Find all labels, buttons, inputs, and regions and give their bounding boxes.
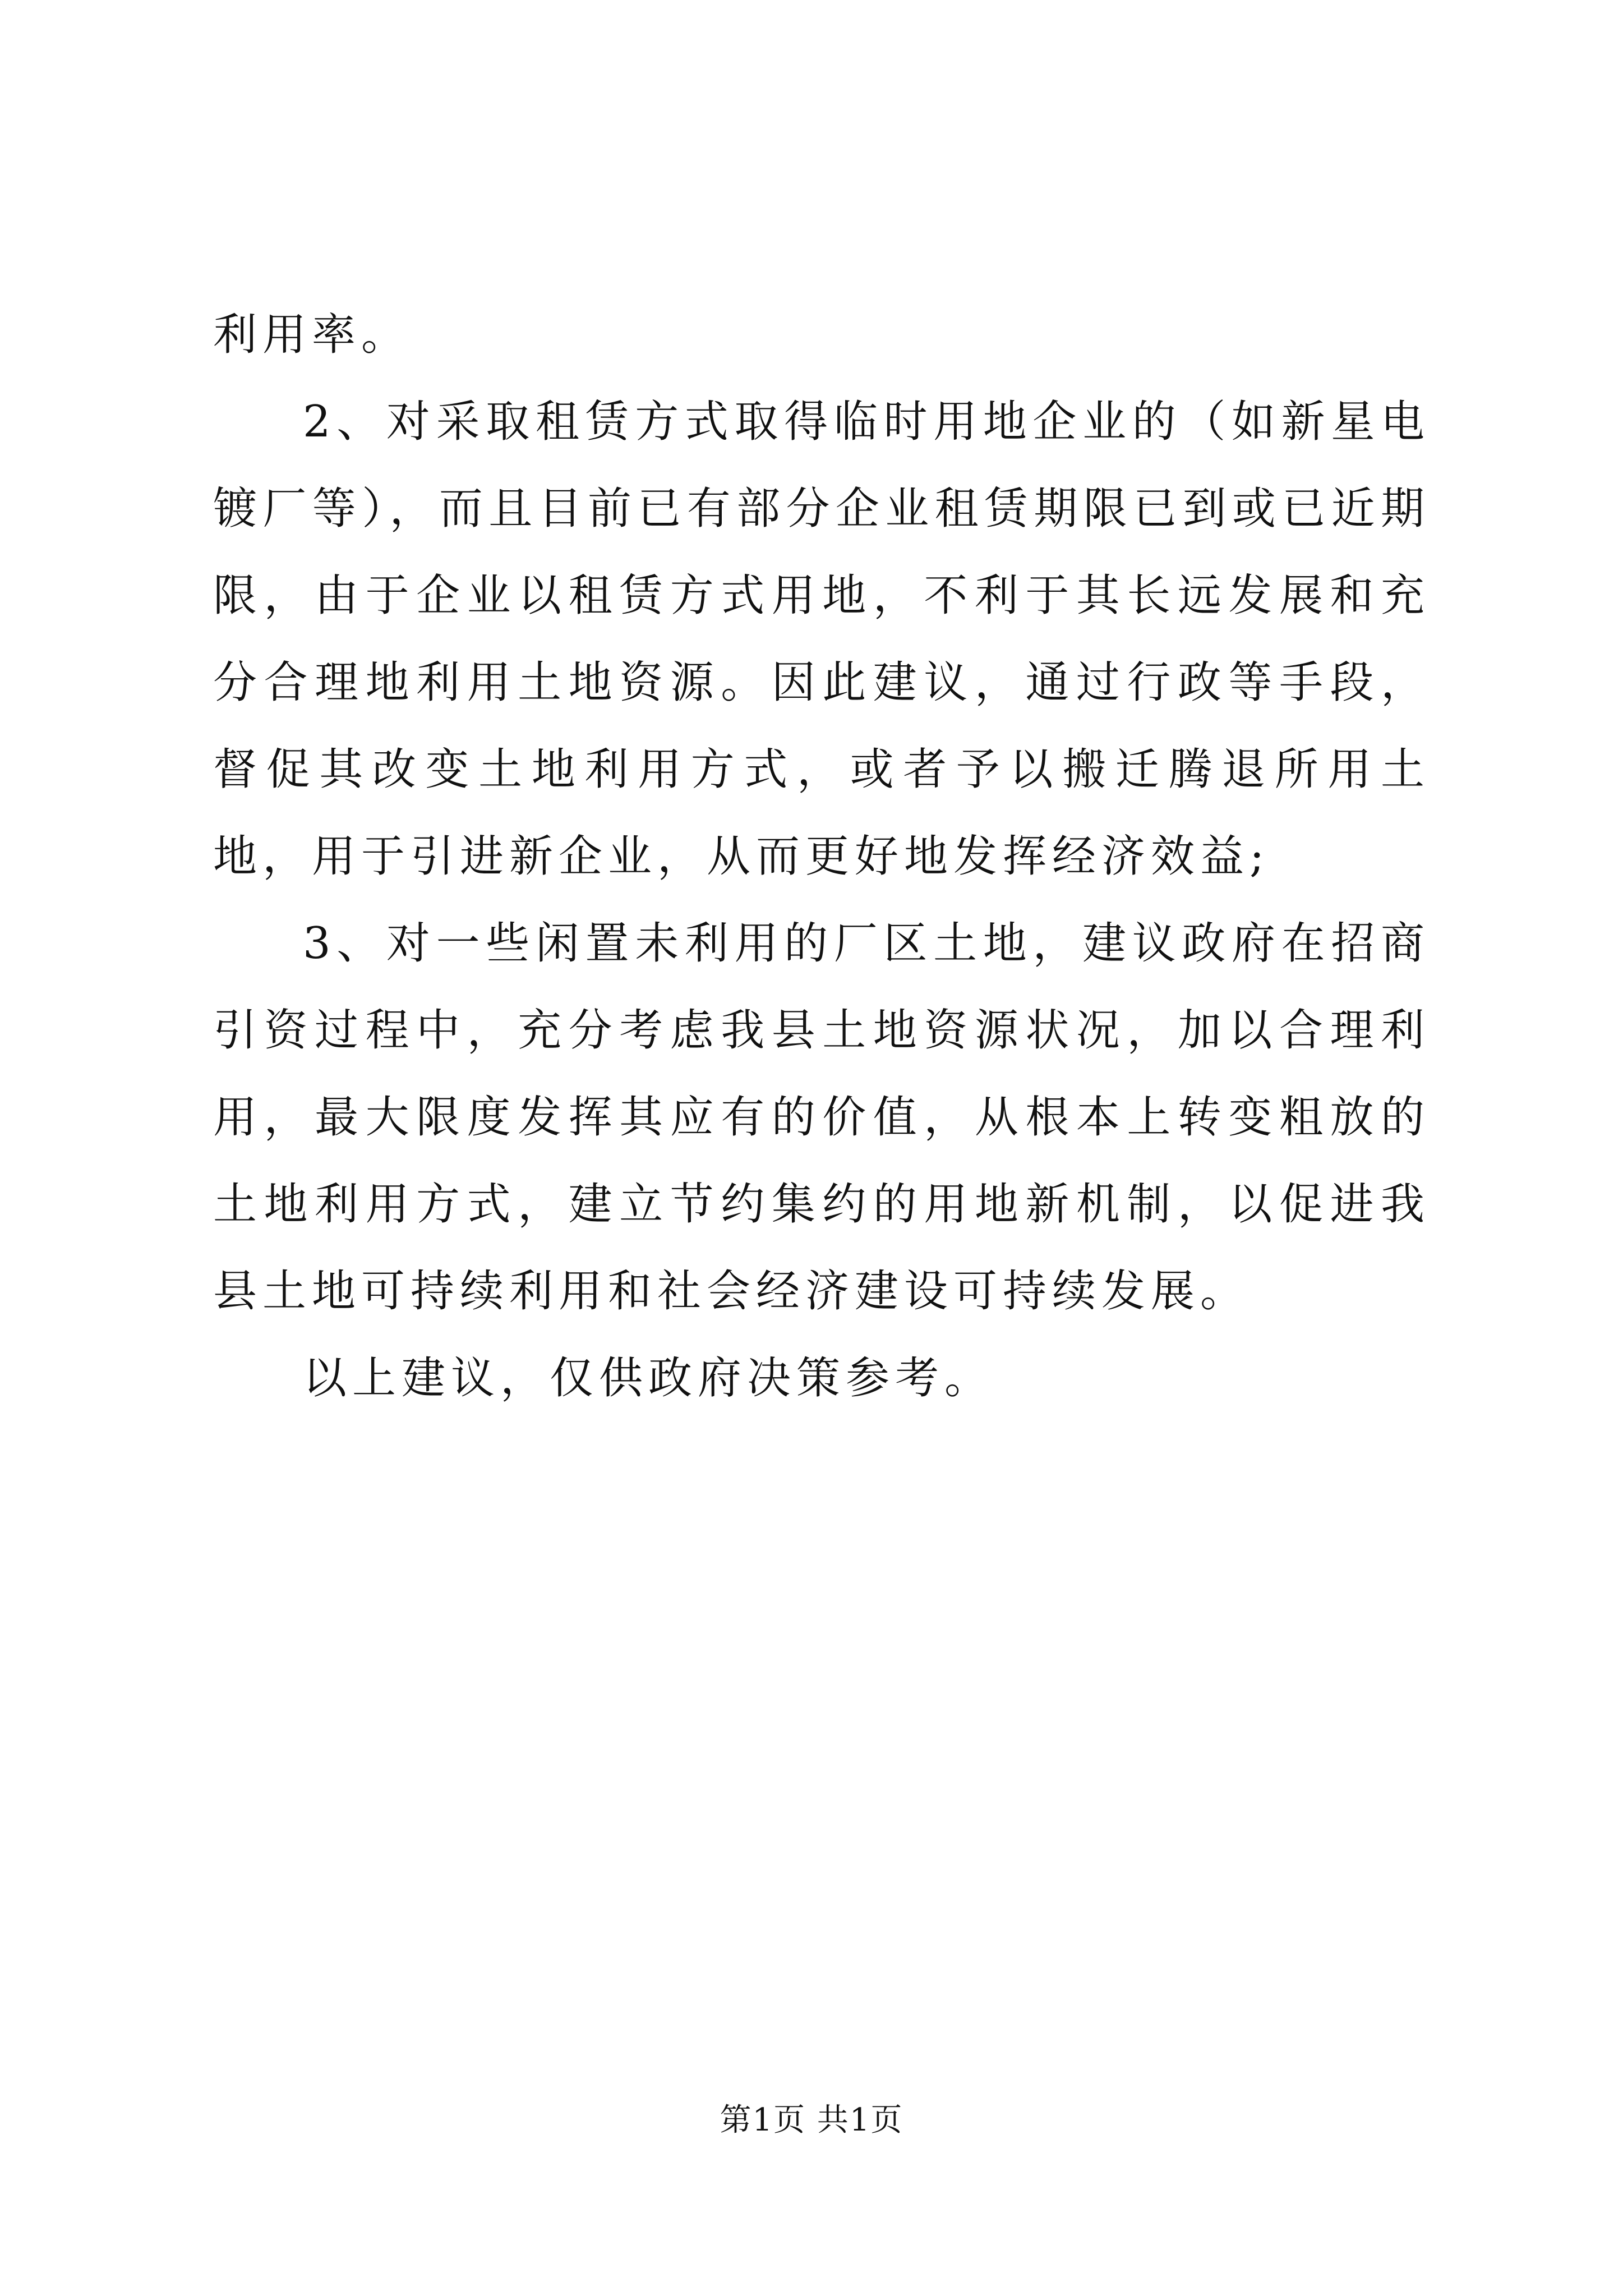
paragraph-1: 利用率。 <box>213 310 411 360</box>
document-body <box>213 292 1430 1422</box>
paragraph-3: 3、对一些闲置未利用的厂区土地，建议政府在招商引资过程中，充分考虑我县土地资源状况，加以合理利用，最大限度发挥其应有的价值，从根本上转变粗放的土地利用方式，建立节约集约的用地新机制，以促进我县土地可持续利用和社会经济建设可持续发展。 <box>213 918 1430 1317</box>
page-footer: 第1页 共1页 <box>720 2102 903 2138</box>
paragraph-4: 以上建议，仅供政府决策参考。 <box>303 1353 994 1404</box>
paragraph-2: 2、对采取租赁方式取得临时用地企业的（如新星电镀厂等），而且目前已有部分企业租赁期限已到或已近期限，由于企业以租赁方式用地，不利于其长远发展和充分合理地利用土地资源。因此建议，通过行政等手段，督促其改变土地利用方式，或者予以搬迁腾退所用土地，用于引进新企业，从而更好地发挥经济效益; <box>213 397 1430 882</box>
